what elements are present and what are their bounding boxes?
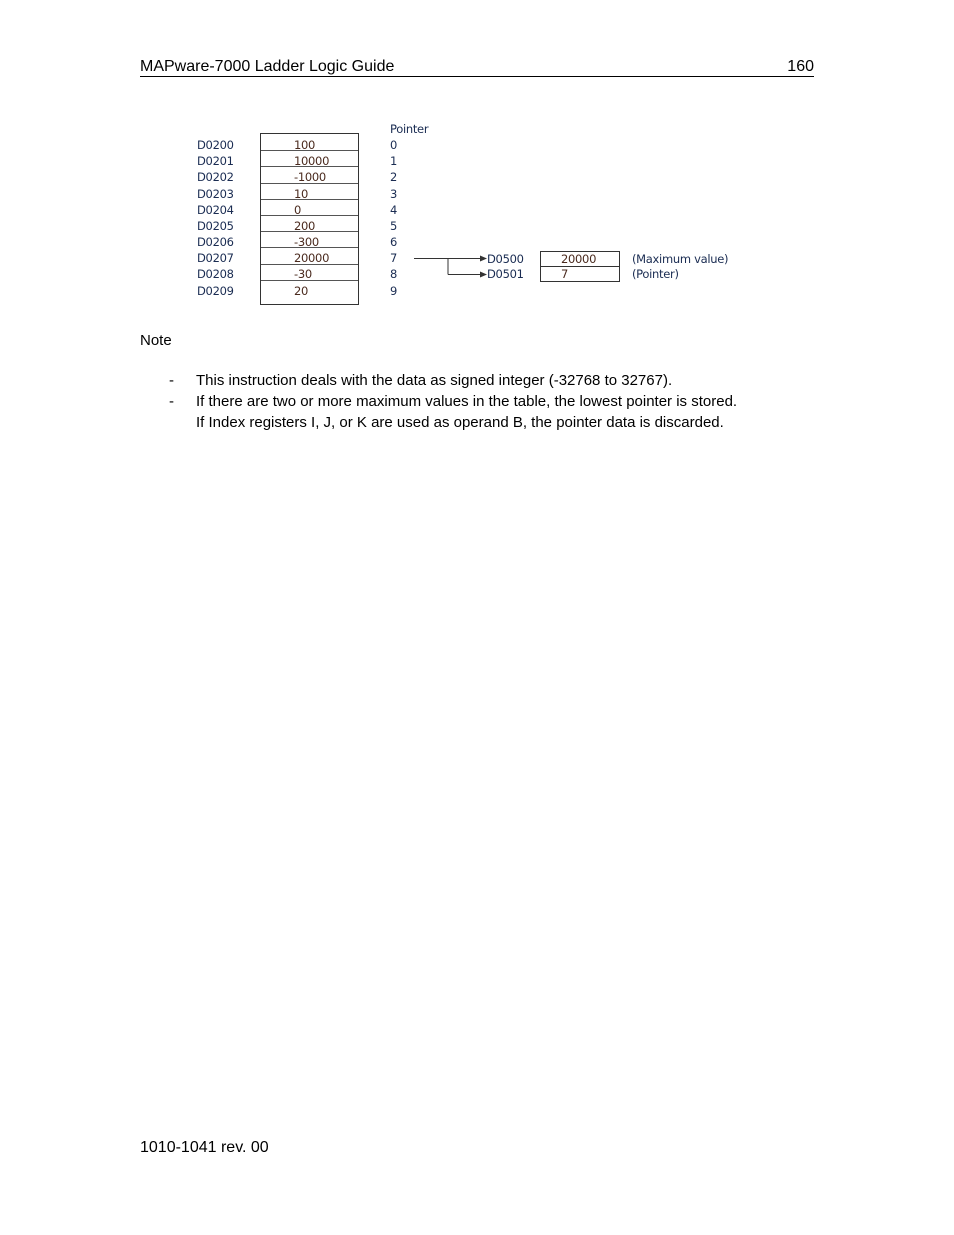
table-row: [261, 183, 358, 200]
pointer-index: 0: [390, 138, 398, 152]
pointer-index: 1: [390, 154, 398, 168]
max-value-diagram: [0, 0, 954, 320]
arrow-head-icon: [480, 256, 487, 262]
pointer-index: 9: [390, 284, 398, 298]
result-arrows: [410, 250, 490, 280]
note-continuation: If Index registers I, J, or K are used as operand B, the pointer data is discarded.: [196, 414, 724, 431]
register-label: D0201: [197, 154, 234, 168]
table-value: -30: [294, 267, 312, 281]
result-register: D0500: [487, 252, 524, 266]
note-bullet: If there are two or more maximum values in the table, the lowest pointer is stored.: [196, 393, 738, 410]
page-number: 160: [787, 58, 814, 75]
bullet-marker: -: [169, 393, 174, 410]
table-value: 0: [294, 203, 302, 217]
note-heading: Note: [140, 332, 172, 349]
register-label: D0204: [197, 203, 234, 217]
table-row: [261, 199, 358, 216]
document-number: 1010-1041 rev. 00: [140, 1139, 269, 1156]
register-label: D0209: [197, 284, 234, 298]
pointer-index: 8: [390, 267, 398, 281]
document-title: MAPware-7000 Ladder Logic Guide: [140, 58, 395, 75]
pointer-index: 3: [390, 187, 398, 201]
table-value: 20000: [294, 251, 330, 265]
register-label: D0205: [197, 219, 234, 233]
result-label: (Maximum value): [632, 252, 729, 266]
pointer-header: Pointer: [390, 122, 429, 136]
table-value: -300: [294, 235, 319, 249]
register-label: D0203: [197, 187, 234, 201]
register-label: D0208: [197, 267, 234, 281]
pointer-index: 4: [390, 203, 398, 217]
note-bullet: This instruction deals with the data as signed integer (-32768 to 32767).: [196, 372, 673, 389]
register-label: D0207: [197, 251, 234, 265]
result-box-pointer: [540, 266, 620, 282]
pointer-index: 7: [390, 251, 398, 265]
result-value: 7: [561, 267, 569, 281]
pointer-index: 5: [390, 219, 398, 233]
bullet-marker: -: [169, 372, 174, 389]
pointer-index: 6: [390, 235, 398, 249]
table-value: 200: [294, 219, 316, 233]
table-value: 10000: [294, 154, 330, 168]
register-label: D0206: [197, 235, 234, 249]
table-value: 100: [294, 138, 316, 152]
table-value: 10: [294, 187, 309, 201]
table-value: 20: [294, 284, 309, 298]
pointer-index: 2: [390, 170, 398, 184]
register-label: D0202: [197, 170, 234, 184]
table-value: -1000: [294, 170, 326, 184]
register-label: D0200: [197, 138, 234, 152]
arrow-head-icon: [480, 272, 487, 278]
result-value: 20000: [561, 252, 597, 266]
result-register: D0501: [487, 267, 524, 281]
result-label: (Pointer): [632, 267, 679, 281]
